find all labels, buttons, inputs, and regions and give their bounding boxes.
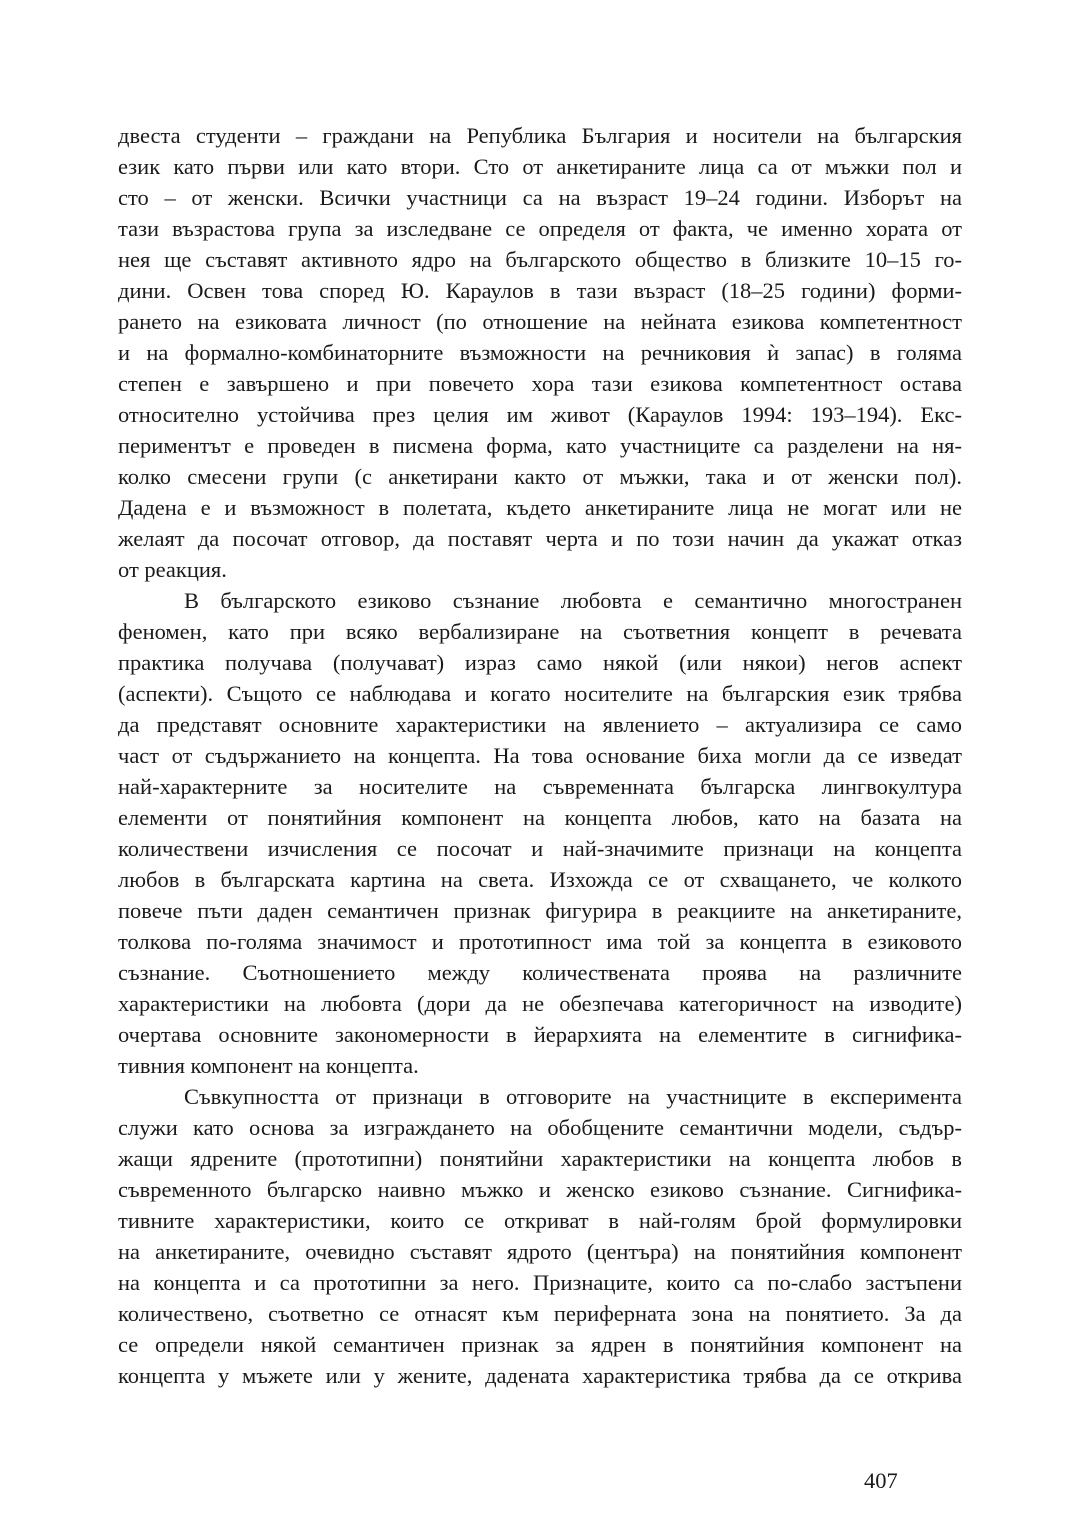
text-line: съвременното българско наивно мъжко и женско езиково съзнание. Сигнифика- [118,1177,962,1202]
text-line: тивните характеристики, които се откриват в най-голям брой формулировки [118,1208,962,1233]
text-line: на концепта и са прототипни за него. Признаците, които са по-слабо застъпени [118,1270,962,1295]
text-line: да представят основните характеристики на явлението – актуализира се само [118,712,962,737]
page-number: 407 [864,1468,898,1493]
text-line: колко смесени групи (с анкетирани както от мъжки, така и от женски пол). [118,464,962,489]
text-line: количествено, съответно се отнасят към периферната зона на понятието. За да [118,1301,962,1326]
text-line: и на формално-комбинаторните възможности на речниковия ѝ запас) в голяма [118,340,962,365]
paragraph-2 [118,585,962,1081]
text-line: феномен, като при всяко вербализиране на съответния концепт в речевата [118,619,962,644]
text-line: елементи от понятийния компонент на концепта любов, като на базата на [118,805,962,830]
text-line: на анкетираните, очевидно съставят ядрото (центъра) на понятийния компонент [118,1239,962,1264]
text-line: рането на езиковата личност (по отношение на нейната езикова компетентност [118,309,962,334]
text-line: служи като основа за изграждането на обобщените семантични модели, съдър- [118,1115,962,1140]
text-line: периментът е проведен в писмена форма, като участниците са разделени на ня- [118,433,962,458]
text-line: тази възрастова група за изследване се определя от факта, че именно хората от [118,216,962,241]
text-line: толкова по-голяма значимост и прототипност има той за концепта в езиковото [118,929,962,954]
text-line: любов в българската картина на света. Изхожда се от схващането, че колкото [118,867,962,892]
text-line: сто – от женски. Всички участници са на възраст 19–24 години. Изборът на [118,185,962,210]
text-line: концепта у мъжете или у жените, дадената характеристика трябва да се открива [118,1363,962,1388]
text-line: дини. Освен това според Ю. Караулов в тази възраст (18–25 години) форми- [118,278,962,303]
text-line: относително устойчива през целия им живот (Караулов 1994: 193–194). Екс- [118,402,962,427]
paragraph-1 [118,120,962,585]
text-line: съзнание. Съотношението между количествената проява на различните [118,960,962,985]
text-line: Съвкупността от признаци в отговорите на участниците в експеримента [184,1084,962,1109]
text-line: нея ще съставят активното ядро на българското общество в близките 10–15 го- [118,247,962,272]
text-line: практика получава (получават) израз само някой (или някои) негов аспект [118,650,962,675]
text-line: В българското езиково съзнание любовта е семантично многостранен [184,588,962,613]
text-line: (аспекти). Същото се наблюдава и когато носителите на българския език трябва [118,681,962,706]
text-line: Дадена е и възможност в полетата, където анкетираните лица не могат или не [118,495,962,520]
paragraph-3 [118,1081,962,1391]
text-line: от реакция. [118,557,227,582]
text-line: очертава основните закономерности в йерархията на елементите в сигнифика- [118,1022,962,1047]
page-body [118,120,962,1391]
text-line: желаят да посочат отговор, да поставят черта и по този начин да укажат отказ [118,526,962,551]
text-line: език като първи или като втори. Сто от анкетираните лица са от мъжки пол и [118,154,962,179]
text-line: най-характерните за носителите на съвременната българска лингвокултура [118,774,962,799]
text-line: тивния компонент на концепта. [118,1053,419,1078]
text-line: количествени изчисления се посочат и най-значимите признаци на концепта [118,836,962,861]
text-line: характеристики на любовта (дори да не обезпечава категоричност на изводите) [118,991,962,1016]
text-line: част от съдържанието на концепта. На това основание биха могли да се изведат [118,743,962,768]
text-line: се определи някой семантичен признак за ядрен в понятийния компонент на [118,1332,962,1357]
text-line: повече пъти даден семантичен признак фигурира в реакциите на анкетираните, [118,898,962,923]
text-line: степен е завършено и при повечето хора тази езикова компетентност остава [118,371,962,396]
text-line: двеста студенти – граждани на Република България и носители на българския [118,123,962,148]
text-line: жащи ядрените (прототипни) понятийни характеристики на концепта любов в [118,1146,962,1171]
